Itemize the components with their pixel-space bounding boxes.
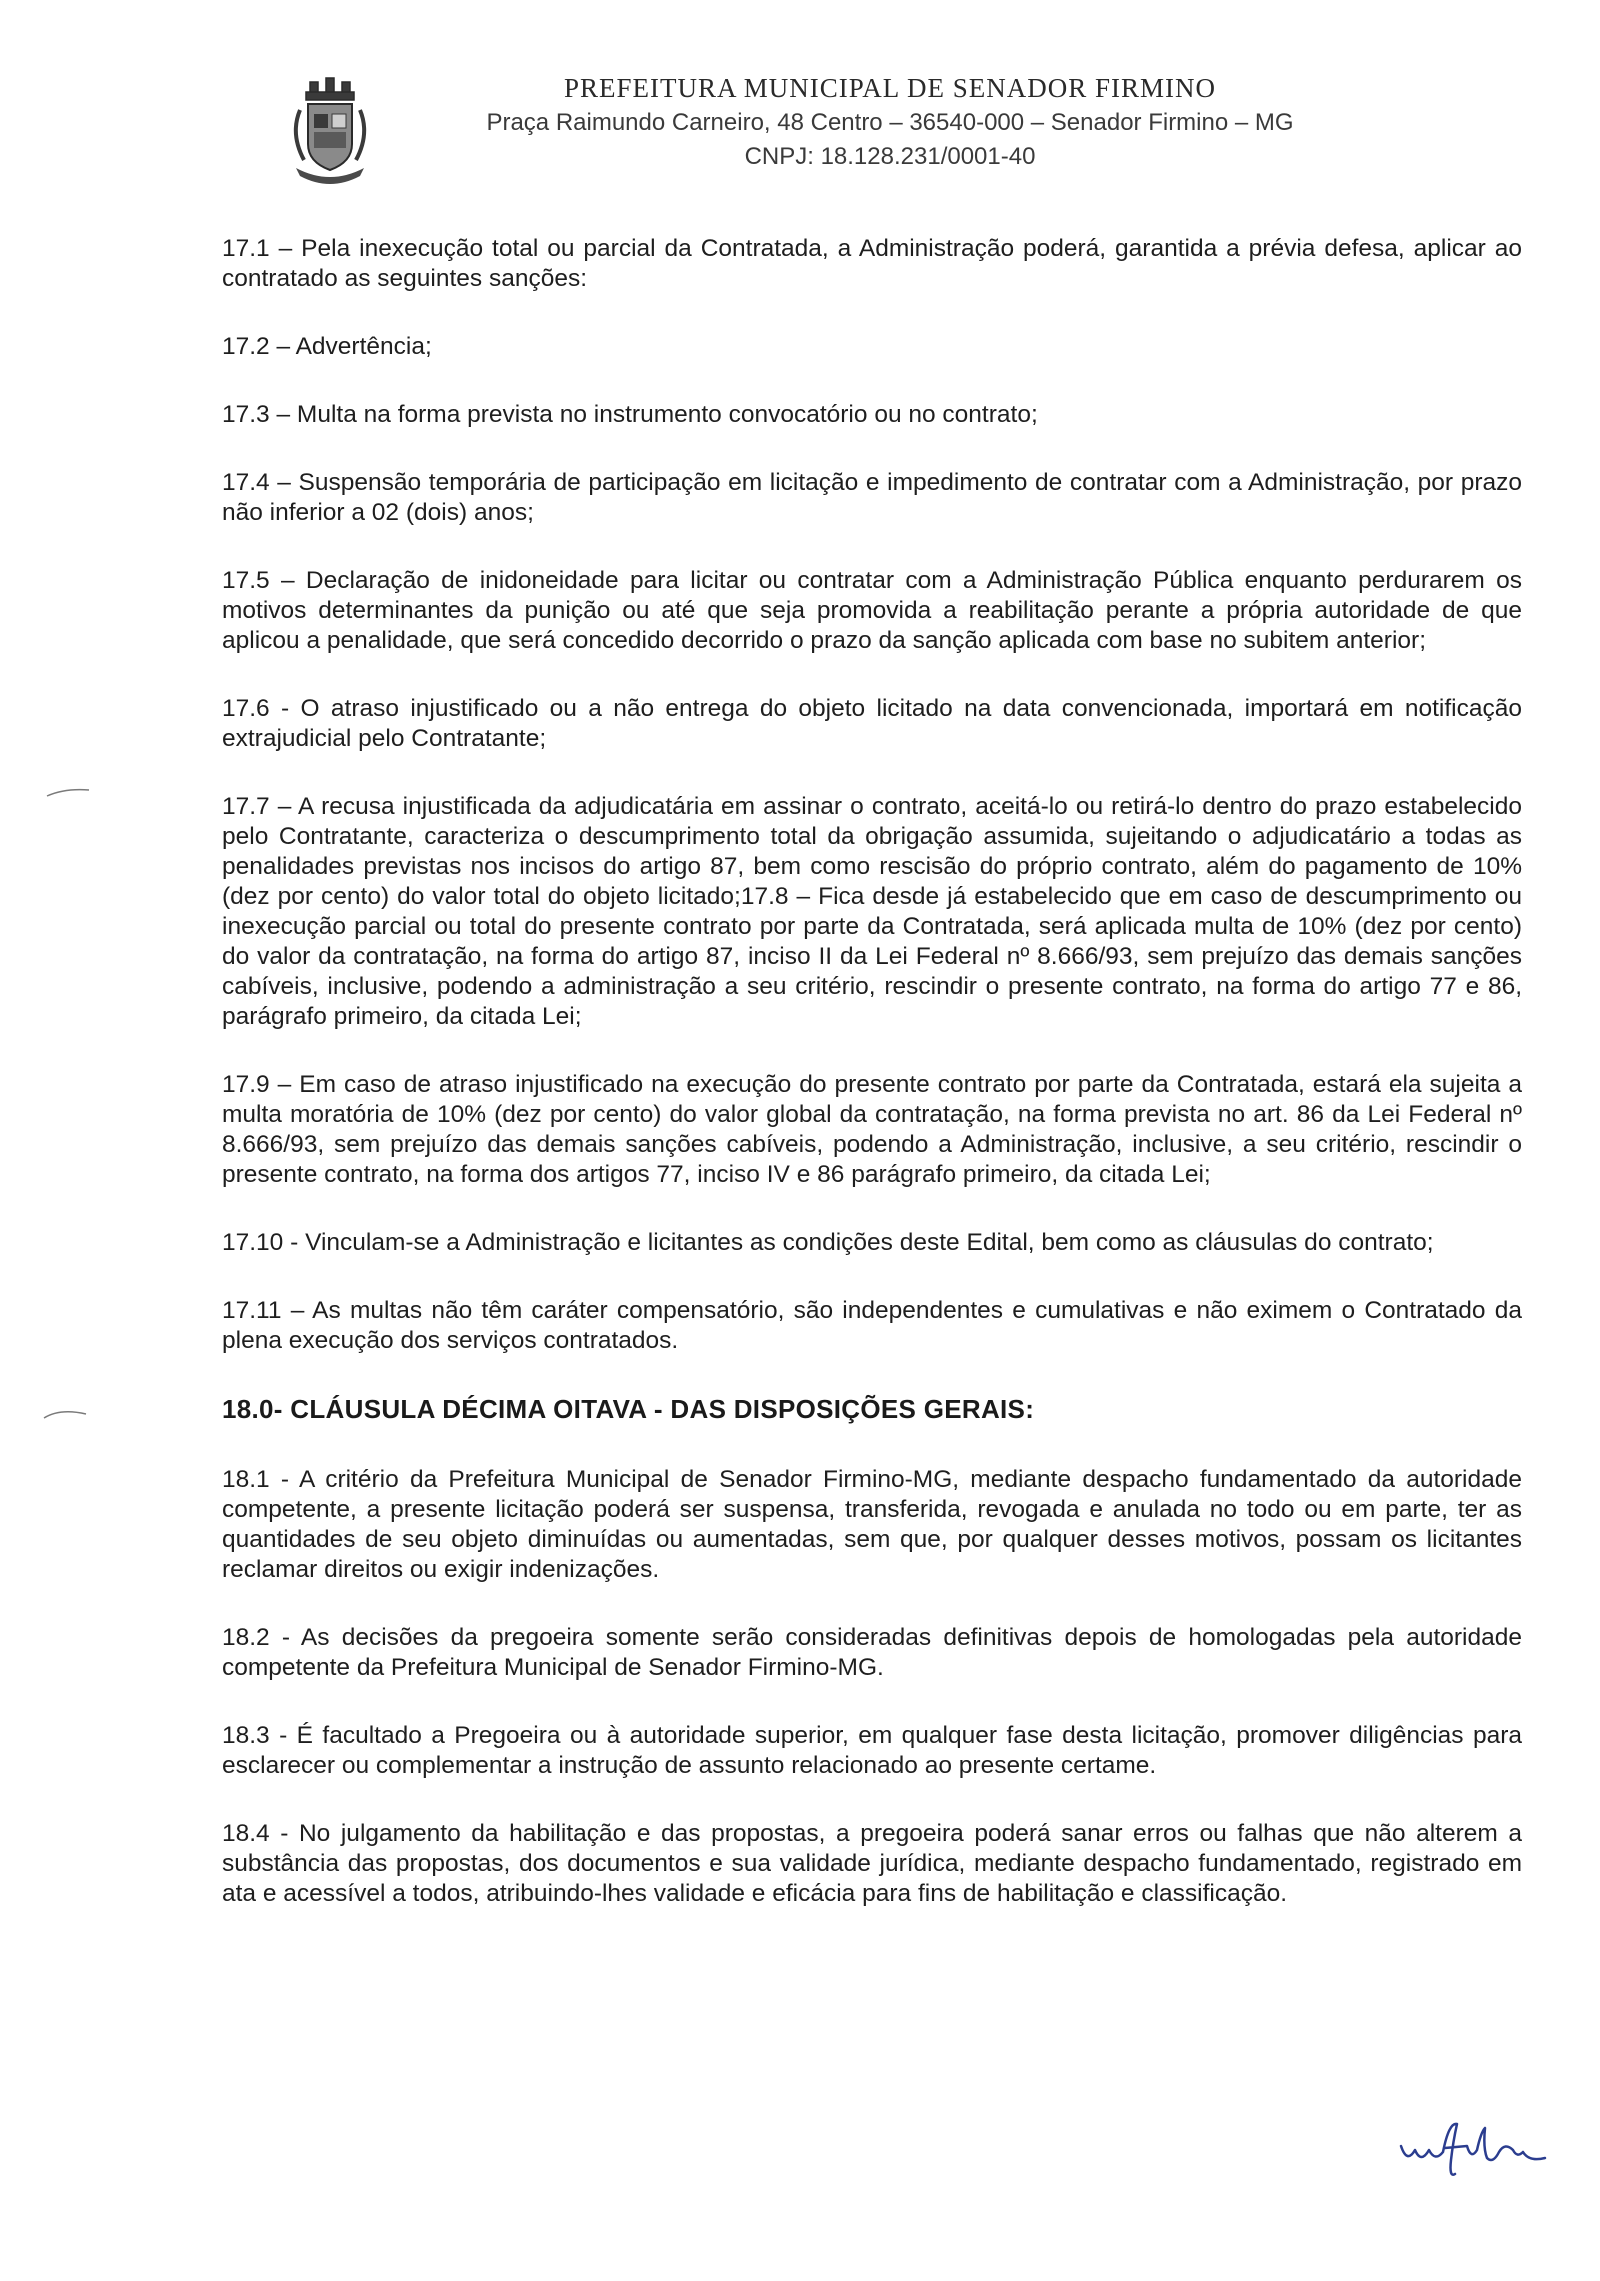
clause-17-4: 17.4 – Suspensão temporária de participação em licitação e impedimento de contratar com a Administração, por prazo não inferior a 02 (dois) anos; [222,469,1522,526]
signature-initials [1395,2112,1555,2182]
municipality-cnpj: CNPJ: 18.128.231/0001-40 [744,143,1036,170]
letterhead [260,70,1380,190]
clause-17-11: 17.11 – As multas não têm caráter compensatório, são independentes e cumulativas e não eximem o Contratado da plena execução dos serviços contratados. [222,1297,1522,1354]
clause-17-1: 17.1 – Pela inexecução total ou parcial da Contratada, a Administração poderá, garantida a prévia defesa, aplicar ao contratado as seguintes sanções: [222,235,1522,292]
clause-18-4: 18.4 - No julgamento da habilitação e das propostas, a pregoeira poderá sanar erros ou falhas que não alterem a substância das propostas, dos documentos e sua validade jurídica, mediante despacho fundamentado, registrado em ata e acessível a todos, atribuindo-lhes validade e eficácia para fins de habilitação e classificação. [222,1820,1522,1907]
clause-18-2: 18.2 - As decisões da pregoeira somente serão consideradas definitivas depois de homologadas pela autoridade competente da Prefeitura Municipal de Senador Firmino-MG. [222,1624,1522,1681]
clause-17-10: 17.10 - Vinculam-se a Administração e licitantes as condições deste Edital, bem como as cláusulas do contrato; [222,1229,1434,1256]
clause-17-6: 17.6 - O atraso injustificado ou a não entrega do objeto licitado na data convencionada, importará em notificação extrajudicial pelo Contratante; [222,695,1522,752]
margin-mark [45,786,91,798]
clause-17-7: 17.7 – A recusa injustificada da adjudicatária em assinar o contrato, aceitá-lo ou retirá-lo dentro do prazo estabelecido pelo Contratante, caracteriza o descumprimento total da obrigação assumida, sujeitando o adjudicatário a todas as penalidades previstas nos incisos do artigo 87, bem como rescisão do próprio contrato, além do pagamento de 10% (dez por cento) do valor total do objeto licitado;17.8 – Fica desde já estabelecido que em caso de descumprimento ou inexecução parcial ou total do presente contrato por parte da Contratada, será aplicada multa de 10% (dez por cento) do valor da contratação, na forma do artigo 87, inciso II da Lei Federal nº 8.666/93, sem prejuízo das demais sanções cabíveis, inclusive, podendo a administração a seu critério, rescindir o presente contrato, na forma do artigo 77 e 86, parágrafo primeiro, da citada Lei; [222,793,1522,1030]
coat-of-arms-icon [280,74,380,194]
municipality-title: PREFEITURA MUNICIPAL DE SENADOR FIRMINO [563,73,1217,103]
clause-17-2: 17.2 – Advertência; [222,333,432,360]
letterhead-text [410,70,1370,174]
clause-18-1: 18.1 - A critério da Prefeitura Municipal de Senador Firmino-MG, mediante despacho fundamentado da autoridade competente, a presente licitação poderá ser suspensa, transferida, revogada e anulada no todo ou em parte, ter as quantidades de seu objeto diminuídas ou aumentadas, sem que, por qualquer desses motivos, possam os licitantes reclamar direitos ou exigir indenizações. [222,1466,1522,1583]
clause-17-9: 17.9 – Em caso de atraso injustificado na execução do presente contrato por parte da Contratada, estará ela sujeita a multa moratória de 10% (dez por cento) do valor global da contratação, na forma prevista no art. 86 da Lei Federal nº 8.666/93, sem prejuízo das demais sanções cabíveis, podendo a Administração, inclusive, a seu critério, rescindir o presente contrato, na forma dos artigos 77, inciso IV e 86 parágrafo primeiro, da citada Lei; [222,1071,1522,1188]
clause-17-5: 17.5 – Declaração de inidoneidade para licitar ou contratar com a Administração Pública enquanto perdurarem os motivos determinantes da punição ou até que seja promovida a reabilitação perante a própria autoridade de que aplicou a penalidade, que será concedido decorrido o prazo da sanção aplicada com base no subitem anterior; [222,567,1522,654]
municipality-address: Praça Raimundo Carneiro, 48 Centro – 36540-000 – Senador Firmino – MG [486,109,1294,136]
section-18-heading: 18.0- CLÁUSULA DÉCIMA OITAVA - DAS DISPOSIÇÕES GERAIS: [222,1394,1035,1424]
margin-mark [42,1408,88,1420]
document-body [222,234,1522,1947]
clause-18-3: 18.3 - É facultado a Pregoeira ou à autoridade superior, em qualquer fase desta licitação, promover diligências para esclarecer ou complementar a instrução de assunto relacionado ao presente certame. [222,1722,1522,1779]
clause-17-3: 17.3 – Multa na forma prevista no instrumento convocatório ou no contrato; [222,401,1038,428]
